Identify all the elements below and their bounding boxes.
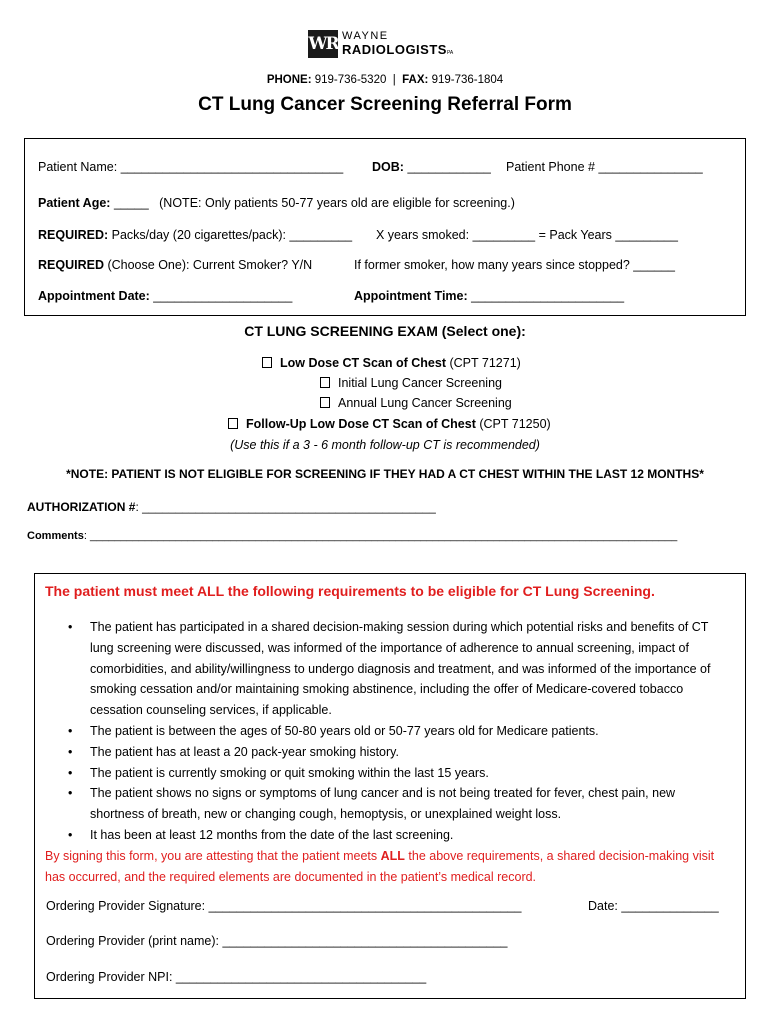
exam-suboption-annual[interactable]: Annual Lung Cancer Screening <box>320 396 512 410</box>
follow-up-note: (Use this if a 3 - 6 month follow-up CT is recommended) <box>230 438 540 452</box>
exam-option-follow-up[interactable]: Follow-Up Low Dose CT Scan of Chest (CPT 71250) <box>228 417 551 431</box>
list-item: • It has been at least 12 months from the date of the last screening. <box>68 825 718 846</box>
company-logo <box>308 30 468 60</box>
exam-option-low-dose[interactable]: Low Dose CT Scan of Chest (CPT 71271) <box>262 356 521 370</box>
requirements-title: The patient must meet ALL the following requirements to be eligible for CT Lung Screening. <box>45 583 655 599</box>
signature-date-field[interactable]: Date: ______________ <box>588 899 719 913</box>
age-note: (NOTE: Only patients 50-77 years old are eligible for screening.) <box>159 196 515 210</box>
patient-name-field[interactable]: Patient Name: ________________________________ <box>38 160 344 174</box>
checkbox-icon[interactable] <box>320 377 330 388</box>
exam-suboption-initial[interactable]: Initial Lung Cancer Screening <box>320 376 502 390</box>
checkbox-icon[interactable] <box>228 418 238 429</box>
checkbox-icon[interactable] <box>262 357 272 368</box>
requirements-list <box>68 617 718 846</box>
dob-field[interactable]: DOB: ____________ <box>372 160 491 174</box>
former-smoker-field[interactable]: If former smoker, how many years since stopped? ______ <box>354 258 675 272</box>
phone-number: 919-736-5320 <box>314 74 387 86</box>
contact-line: PHONE: 919-736-5320 | FAX: 919-736-1804 <box>266 74 504 86</box>
logo-line2: RADIOLOGISTSPA <box>342 42 454 57</box>
patient-age-field[interactable]: Patient Age: _____ (NOTE: Only patients 50-77 years old are eligible for screening.) <box>38 196 515 210</box>
authorization-field[interactable]: AUTHORIZATION #: ____________________________________________ <box>27 500 436 514</box>
checkbox-icon[interactable] <box>320 397 330 408</box>
packs-per-day-field[interactable]: REQUIRED: Packs/day (20 cigarettes/pack): _________ <box>38 228 353 242</box>
provider-print-name-field[interactable]: Ordering Provider (print name): _________________________________________ <box>46 934 508 948</box>
appointment-time-field[interactable]: Appointment Time: ______________________ <box>354 289 625 303</box>
fax-number: 919-736-1804 <box>431 74 504 86</box>
current-smoker-field[interactable]: REQUIRED (Choose One): Current Smoker? Y/N <box>38 258 313 272</box>
list-item: • The patient has at least a 20 pack-year smoking history. <box>68 742 718 763</box>
page-title: CT Lung Cancer Screening Referral Form <box>198 94 572 115</box>
exam-section-title: CT LUNG SCREENING EXAM (Select one): <box>244 323 526 339</box>
logo-mark-icon: WR <box>308 30 338 58</box>
years-smoked-field[interactable]: X years smoked: _________ = Pack Years _________ <box>376 228 678 242</box>
appointment-date-field[interactable]: Appointment Date: ____________________ <box>38 289 293 303</box>
list-item: • The patient is between the ages of 50-80 years old or 50-77 years old for Medicare patients. <box>68 721 718 742</box>
list-item: • The patient is currently smoking or quit smoking within the last 15 years. <box>68 763 718 784</box>
provider-npi-field[interactable]: Ordering Provider NPI: ____________________________________ <box>46 970 427 984</box>
list-item: • The patient shows no signs or symptoms of lung cancer and is not being treated for fever, chest pain, new shortness of breath, new or changing cough, hemoptysis, or unexplained weight loss. <box>68 783 718 825</box>
list-item: • The patient has participated in a shared decision-making session during which potential risks and benefits of CT lung screening were discussed, was informed of the importance of adherence to annual screening, impact of comorbidities, and ability/willingness to undergo diagnosis and treatment, and was informed of the importance of smoking cessation and/or maintaining smoking abstinence, including the offer of Medicare-covered tobacco cessation counseling services, if applicable. <box>68 617 718 721</box>
patient-phone-field[interactable]: Patient Phone # _______________ <box>506 160 703 174</box>
eligibility-note: *NOTE: PATIENT IS NOT ELIGIBLE FOR SCREENING IF THEY HAD A CT CHEST WITHIN THE LAST 12 MONTHS* <box>66 467 704 481</box>
attestation-text: By signing this form, you are attesting that the patient meets ALL the above requirements, a shared decision-making visit has occurred, and the required elements are documented in the patient’s medical record. <box>45 849 715 884</box>
comments-field[interactable]: Comments: ________________________________________________________________________________________________ <box>27 530 678 542</box>
logo-line1: WAYNE <box>342 30 389 42</box>
provider-signature-field[interactable]: Ordering Provider Signature: _____________________________________________ <box>46 899 522 913</box>
